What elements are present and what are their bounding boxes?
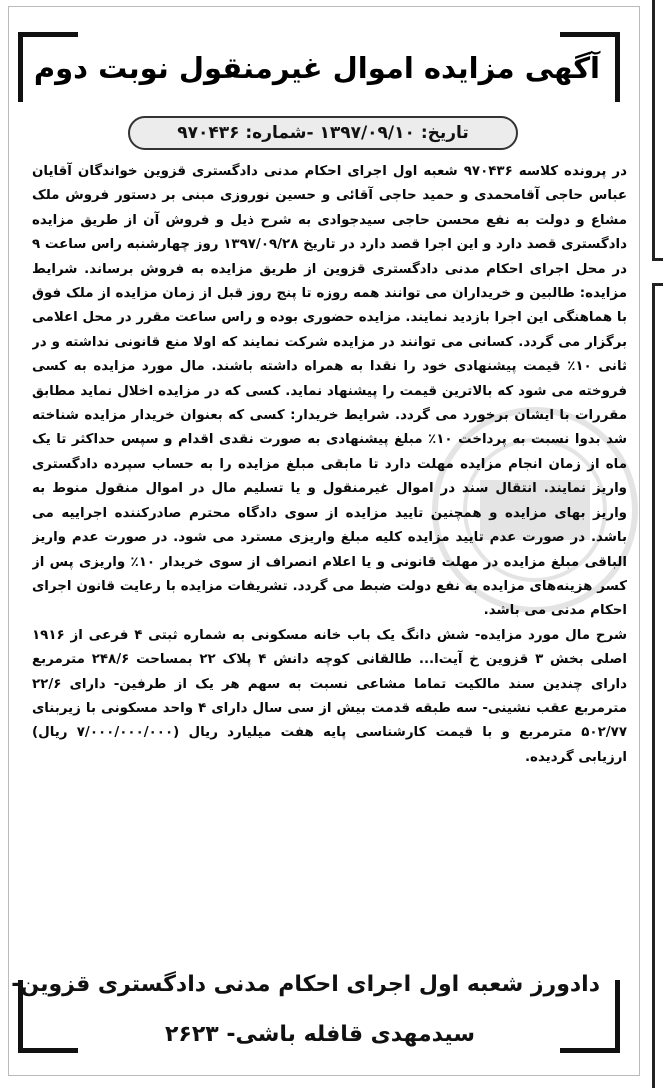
corner-bracket-top-left (18, 32, 78, 37)
date-number-badge (128, 116, 518, 150)
corner-bracket-bottom-right-vertical (615, 980, 620, 1053)
property-description-paragraph: شرح مال مورد مزایده- شش دانگ یک باب خانه مسکونی به شماره ثبتی ۴ فرعی از ۱۹۱۶ اصلی بخش ۳ قزوین خ آیت‌ا... طالقانی کوچه دانش ۴ پلاک ۲۲ بمساحت ۲۴۸/۶ مترمربع دارای چندین سند مالکیت تماما مشاعی نسبت به سهم هر یک از طرفین- دارای ۲۲/۶ مترمربع عقب نشینی- سه طبقه قدمت بیش از سی سال دارای ۴ واحد مسکونی با زیربنای ۵۰۲/۷۷ مترمربع و با قیمت کارشناسی پایه هفت میلیارد ریال (۷/۰۰۰/۰۰۰/۰۰۰ ریال) ارزیابی گردیده. (32, 627, 627, 765)
adjacent-column-rule-bottom (652, 285, 655, 1088)
adjacent-column-tick (652, 258, 663, 261)
signature-title: دادورز شعبه اول اجرای احکام مدنی دادگستری قزوین- (11, 972, 600, 997)
corner-bracket-top-left-vertical (18, 32, 23, 102)
corner-bracket-top-right-vertical (615, 32, 620, 102)
auction-terms-paragraph: در پرونده کلاسه ۹۷۰۴۳۶ شعبه اول اجرای احکام مدنی دادگستری قزوین خواندگان آقایان عباس حاجی آقامحمدی و حمید حاجی آقائی و حسین نوروزی مبنی بر دستور فروش ملک مشاع و دولت به نفع محسن حاجی سیدجوادی به شرح ذیل و فروش آن از طریق مزایده دادگستری قصد دارد و این اجرا قصد دارد در تاریخ ۱۳۹۷/۰۹/۲۸ روز چهارشنبه راس ساعت ۹ در محل اجرای احکام مدنی دادگستری قزوین از طریق مزایده به فروش برساند. شرایط مزایده: طالبین و خریداران می توانند همه روزه تا پنج روز قبل از زمان مزایده از ملک فوق با هماهنگی این اجرا بازدید نمایند. مزایده حضوری بوده و راس ساعت مقرر در محل اعلامی برگزار می گردد. کسانی می توانند در مزایده شرکت نمایند که اولا منع قانونی نداشته و در ثانی ۱۰٪ قیمت پیشنهادی خود را نقدا به همراه داشته باشند. مال مورد مزایده به کسی فروخته می شود که بالاترین قیمت را پیشنهاد نماید. کسی که در مزایده اخلال نماید مطابق مقررات با ایشان برخورد می گردد. شرایط خریدار: کسی که بعنوان خریدار مزایده شناخته شد بدوا نسبت به پرداخت ۱۰٪ مبلغ پیشنهادی به صورت نقدی اقدام و سپس حداکثر تا یک ماه از زمان انجام مزایده مهلت دارد تا مابقی مبلغ مزایده را به حساب سپرده دادگستری واریز نمایند. انتقال سند در اموال غیرمنقول و یا تسلیم مال در اموال منقول منوط به واریز بهای مزایده و همچنین تایید مزایده از سوی دادگاه محترم صادرکننده اجراییه می باشد. در صورت عدم تایید مزایده کلیه مبلغ واریزی مسترد می شود. در صورت عدم واریز الباقی مبلغ مزایده در مهلت قانونی و یا اعلام انصراف از سوی خریدار ۱۰٪ واریزی پس از کسر هزینه‌های مزایده به نفع دولت ضبط می گردد. تشریفات مزایده با رعایت قانون اجرای احکام مدنی می باشد. (32, 164, 627, 619)
adjacent-column-rule-top (652, 0, 655, 260)
corner-bracket-top-right (560, 32, 620, 37)
notice-title: آگهی مزایده اموال غیرمنقول نوبت دوم (33, 51, 600, 85)
date-number-text: تاریخ: ۱۳۹۷/۰۹/۱۰ -شماره: ۹۷۰۴۳۶ (177, 123, 469, 143)
notice-body (32, 160, 627, 770)
signature-name: سیدمهدی قافله باشی- ۲۶۲۳ (165, 1022, 475, 1047)
